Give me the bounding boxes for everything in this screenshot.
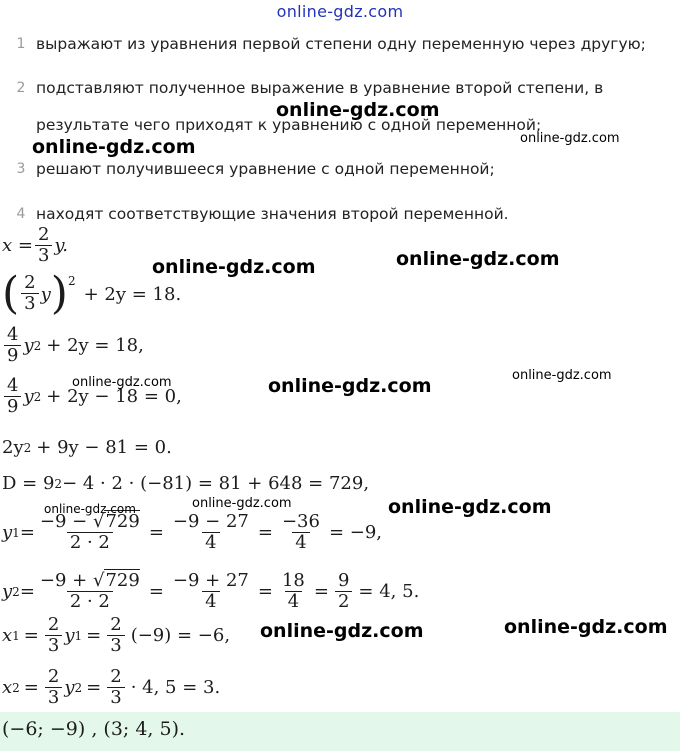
- math-text: (−9) = −6,: [130, 625, 231, 647]
- exponent: 2: [33, 338, 42, 353]
- fraction-denominator: 4: [202, 591, 219, 612]
- exponent: 2: [23, 440, 32, 455]
- paren: ): [50, 268, 68, 319]
- fraction-denominator: 3: [107, 687, 124, 708]
- step-text: выражают из уравнения первой степени одну переменную через другую;: [36, 35, 646, 53]
- math-text: − 4 · 2 · (−81) = 81 + 648 = 729,: [62, 473, 370, 494]
- fraction-numerator: −9 − √729: [39, 511, 140, 532]
- fraction-numerator: −36: [281, 511, 320, 532]
- exponent: 2: [67, 274, 76, 288]
- math-text: 2y: [2, 437, 24, 458]
- fraction-numerator: −9 + 27: [172, 570, 249, 591]
- paren: (: [2, 268, 20, 319]
- watermark: online-gdz.com: [32, 136, 196, 158]
- fraction-denominator: 4: [202, 532, 219, 553]
- watermark: online-gdz.com: [72, 375, 172, 390]
- math-text: y: [64, 625, 75, 647]
- fraction: [45, 616, 62, 656]
- fraction: [35, 226, 52, 266]
- math-text: y: [23, 335, 34, 357]
- site-logo[interactable]: online-gdz.com: [276, 2, 404, 21]
- fraction-denominator: 3: [45, 635, 62, 656]
- fraction-numerator: 2: [37, 224, 50, 245]
- fraction-numerator: 2: [24, 272, 36, 294]
- math-text: =: [19, 581, 35, 603]
- fraction-numerator: 9: [337, 570, 350, 591]
- math-text: = 4, 5.: [358, 581, 420, 603]
- fraction-denominator: 3: [107, 635, 124, 656]
- exponent: 2: [33, 389, 42, 404]
- fraction-denominator: 9: [4, 396, 21, 417]
- fraction-numerator: 2: [110, 666, 122, 687]
- fraction: [37, 572, 143, 612]
- step-text: находят соответствующие значения второй переменной.: [36, 205, 509, 223]
- fraction-numerator: 4: [7, 375, 19, 396]
- math-line-1: [2, 226, 68, 266]
- math-text: y: [64, 677, 75, 699]
- fraction: [335, 572, 352, 612]
- exponent: 2: [54, 476, 63, 491]
- math-text: x: [2, 625, 13, 647]
- fraction-denominator: 4: [292, 532, 309, 553]
- math-line-9: [2, 616, 230, 656]
- watermark: online-gdz.com: [504, 616, 668, 638]
- math-text: y: [23, 386, 34, 408]
- fraction: [279, 513, 323, 553]
- math-line-2: [2, 268, 182, 319]
- math-text: −9 +: [39, 570, 93, 591]
- math-text: + 2y − 18 = 0,: [46, 386, 182, 408]
- fraction-numerator: −9 + √729: [39, 570, 140, 591]
- math-line-6: [2, 473, 369, 494]
- watermark: online-gdz.com: [276, 99, 440, 121]
- step-text: результате чего приходят к уравнению с одной переменной;: [36, 116, 542, 134]
- subscript: 2: [12, 584, 20, 599]
- watermark: online-gdz.com: [396, 248, 560, 270]
- math-text: + 2y = 18.: [83, 283, 182, 305]
- fraction-numerator: 2: [47, 666, 60, 687]
- fraction-denominator: 9: [4, 345, 21, 366]
- watermark: online-gdz.com: [268, 375, 432, 397]
- step-number: 1: [16, 36, 26, 52]
- math-text: + 2y = 18,: [46, 335, 144, 357]
- watermark: online-gdz.com: [260, 620, 424, 642]
- fraction-denominator: 2: [335, 591, 352, 612]
- equals-sign: =: [148, 581, 164, 603]
- step-number: 4: [16, 206, 26, 222]
- fraction: [21, 274, 38, 314]
- watermark: online-gdz.com: [44, 502, 136, 516]
- math-text: D = 9: [2, 473, 55, 494]
- math-line-5: [2, 437, 172, 458]
- fraction-denominator: 3: [35, 245, 52, 266]
- fraction-denominator: 3: [45, 687, 62, 708]
- math-line-8: [2, 572, 419, 612]
- fraction-numerator: 2: [110, 614, 122, 635]
- fraction-denominator: 2 · 2: [67, 591, 113, 612]
- fraction: [37, 513, 143, 553]
- math-text: =: [19, 522, 35, 544]
- watermark: online-gdz.com: [192, 496, 292, 511]
- math-text: x =: [2, 235, 33, 257]
- fraction: [45, 668, 62, 708]
- fraction: [170, 513, 252, 553]
- step-number: 2: [16, 80, 26, 96]
- math-text: x: [2, 677, 13, 699]
- math-text: = −9,: [328, 522, 383, 544]
- fraction-denominator: 4: [285, 591, 302, 612]
- subscript: 2: [12, 680, 20, 695]
- sqrt-radicand: 729: [105, 570, 140, 591]
- math-text: y: [2, 522, 13, 544]
- fraction-denominator: 2 · 2: [67, 532, 113, 553]
- math-text: y: [40, 283, 51, 305]
- watermark: online-gdz.com: [512, 368, 612, 383]
- fraction-numerator: 18: [281, 570, 305, 591]
- subscript: 1: [12, 525, 20, 540]
- math-text: y: [2, 581, 13, 603]
- answer-text: (−6; −9) , (3; 4, 5).: [2, 718, 186, 740]
- math-line-7: [2, 513, 382, 553]
- step-text: решают получившееся уравнение с одной переменной;: [36, 160, 495, 178]
- fraction: [170, 572, 252, 612]
- fraction: [107, 616, 124, 656]
- math-text: −9 −: [39, 511, 93, 532]
- fraction: [4, 326, 21, 366]
- watermark: online-gdz.com: [520, 131, 620, 146]
- watermark: online-gdz.com: [388, 496, 552, 518]
- equals-sign: =: [23, 677, 39, 699]
- equals-sign: =: [86, 677, 102, 699]
- fraction-numerator: 4: [7, 324, 19, 345]
- step-text: подставляют полученное выражение в уравнение второй степени, в: [36, 79, 604, 97]
- subscript: 2: [74, 680, 83, 695]
- step-number: 3: [16, 161, 26, 177]
- math-line-10: [2, 668, 220, 708]
- math-text: + 9y − 81 = 0.: [36, 437, 172, 458]
- subscript: 1: [74, 628, 83, 643]
- fraction: [107, 668, 124, 708]
- equals-sign: =: [313, 581, 329, 603]
- equals-sign: =: [148, 522, 164, 544]
- sqrt-radicand: 729: [105, 511, 140, 532]
- math-text: y.: [54, 235, 68, 257]
- equals-sign: =: [257, 581, 273, 603]
- fraction-numerator: −9 − 27: [172, 511, 249, 532]
- math-text: · 4, 5 = 3.: [130, 677, 221, 699]
- equals-sign: =: [257, 522, 273, 544]
- fraction: [4, 377, 21, 417]
- fraction: [279, 572, 308, 612]
- watermark: online-gdz.com: [152, 256, 316, 278]
- fraction-numerator: 2: [47, 614, 60, 635]
- equals-sign: =: [86, 625, 102, 647]
- subscript: 1: [12, 628, 20, 643]
- math-line-3: [2, 326, 144, 366]
- fraction-denominator: 3: [21, 293, 38, 314]
- equals-sign: =: [23, 625, 39, 647]
